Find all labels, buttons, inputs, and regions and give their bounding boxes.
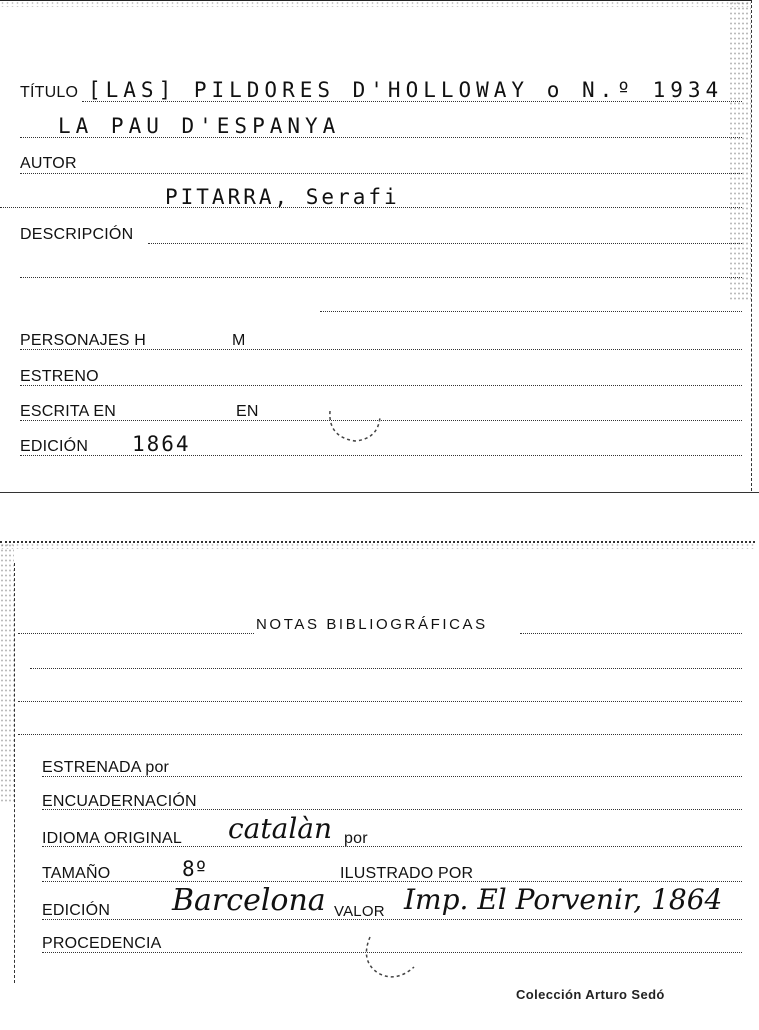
autor-rule: [20, 173, 742, 174]
idioma-label: IDIOMA ORIGINAL: [42, 830, 182, 847]
autor-label: AUTOR: [20, 155, 77, 172]
edicion-bottom-label: EDICIÓN: [42, 902, 111, 919]
notes-rule-3: [18, 734, 742, 735]
notes-rule-2: [18, 701, 742, 702]
autor-value: PITARRA, Serafi: [165, 185, 400, 209]
titulo-value-line2: LA PAU D'ESPANYA: [58, 114, 341, 138]
idioma-rule: [42, 846, 742, 847]
edicion-value: 1864: [132, 432, 191, 456]
idioma-por-label: por: [344, 830, 368, 847]
catalog-card-top: [0, 0, 752, 491]
descripcion-label: DESCRIPCIÓN: [20, 226, 134, 243]
catalog-card-bottom: [0, 541, 755, 1030]
valor-label: VALOR: [334, 903, 385, 920]
encuadernacion-label: ENCUADERNACIÓN: [42, 793, 197, 810]
paper-edge-speckle: [0, 1, 751, 7]
estrenada-label: ESTRENADA por: [42, 759, 170, 776]
personajes-label: PERSONAJES H: [20, 332, 146, 349]
edicion-city-value: Barcelona: [172, 883, 326, 918]
tamano-rule: [42, 881, 742, 882]
card-separator: [0, 492, 759, 493]
title-rule-left: [18, 633, 254, 634]
personajes-rule: [20, 349, 742, 350]
ilustrado-label: ILUSTRADO POR: [340, 865, 474, 882]
estreno-rule: [20, 385, 742, 386]
collection-credit: Colección Arturo Sedó: [516, 987, 665, 1002]
en-label: EN: [236, 403, 259, 420]
descripcion-rule-3: [320, 311, 742, 312]
descripcion-rule: [148, 243, 742, 244]
titulo-label: TÍTULO: [20, 84, 79, 101]
card-left-border: [14, 563, 15, 983]
personajes-m-label: M: [232, 332, 246, 349]
title-rule-right: [520, 633, 742, 634]
paper-edge-speckle-left: [0, 543, 14, 803]
edicion-printer-value: Imp. El Porvenir, 1864: [404, 883, 723, 916]
edicion-label: EDICIÓN: [20, 438, 89, 455]
titulo-value-line1: [LAS] PILDORES D'HOLLOWAY o N.º 1934: [88, 78, 724, 102]
notes-rule-1: [30, 668, 742, 669]
tamano-label: TAMAÑO: [42, 865, 111, 882]
punch-hole-mark: [356, 927, 426, 983]
autor-rule-2: [0, 207, 742, 208]
tamano-value: 8º: [182, 857, 208, 881]
titulo-rule: [82, 101, 742, 102]
paper-edge-speckle: [0, 543, 755, 549]
escrita-en-label: ESCRITA EN: [20, 403, 116, 420]
section-title: NOTAS BIBLIOGRÁFICAS: [256, 616, 488, 633]
punch-hole-mark: [320, 397, 390, 449]
edicion-rule: [20, 455, 742, 456]
procedencia-label: PROCEDENCIA: [42, 935, 162, 952]
paper-edge-speckle-right: [729, 1, 751, 301]
edicion-bottom-rule: [42, 919, 742, 920]
encuadernacion-rule: [42, 809, 742, 810]
estreno-label: ESTRENO: [20, 368, 99, 385]
estrenada-rule: [42, 776, 742, 777]
idioma-value: catalàn: [228, 812, 333, 845]
titulo-rule-2: [20, 137, 742, 138]
descripcion-rule-2: [20, 277, 742, 278]
